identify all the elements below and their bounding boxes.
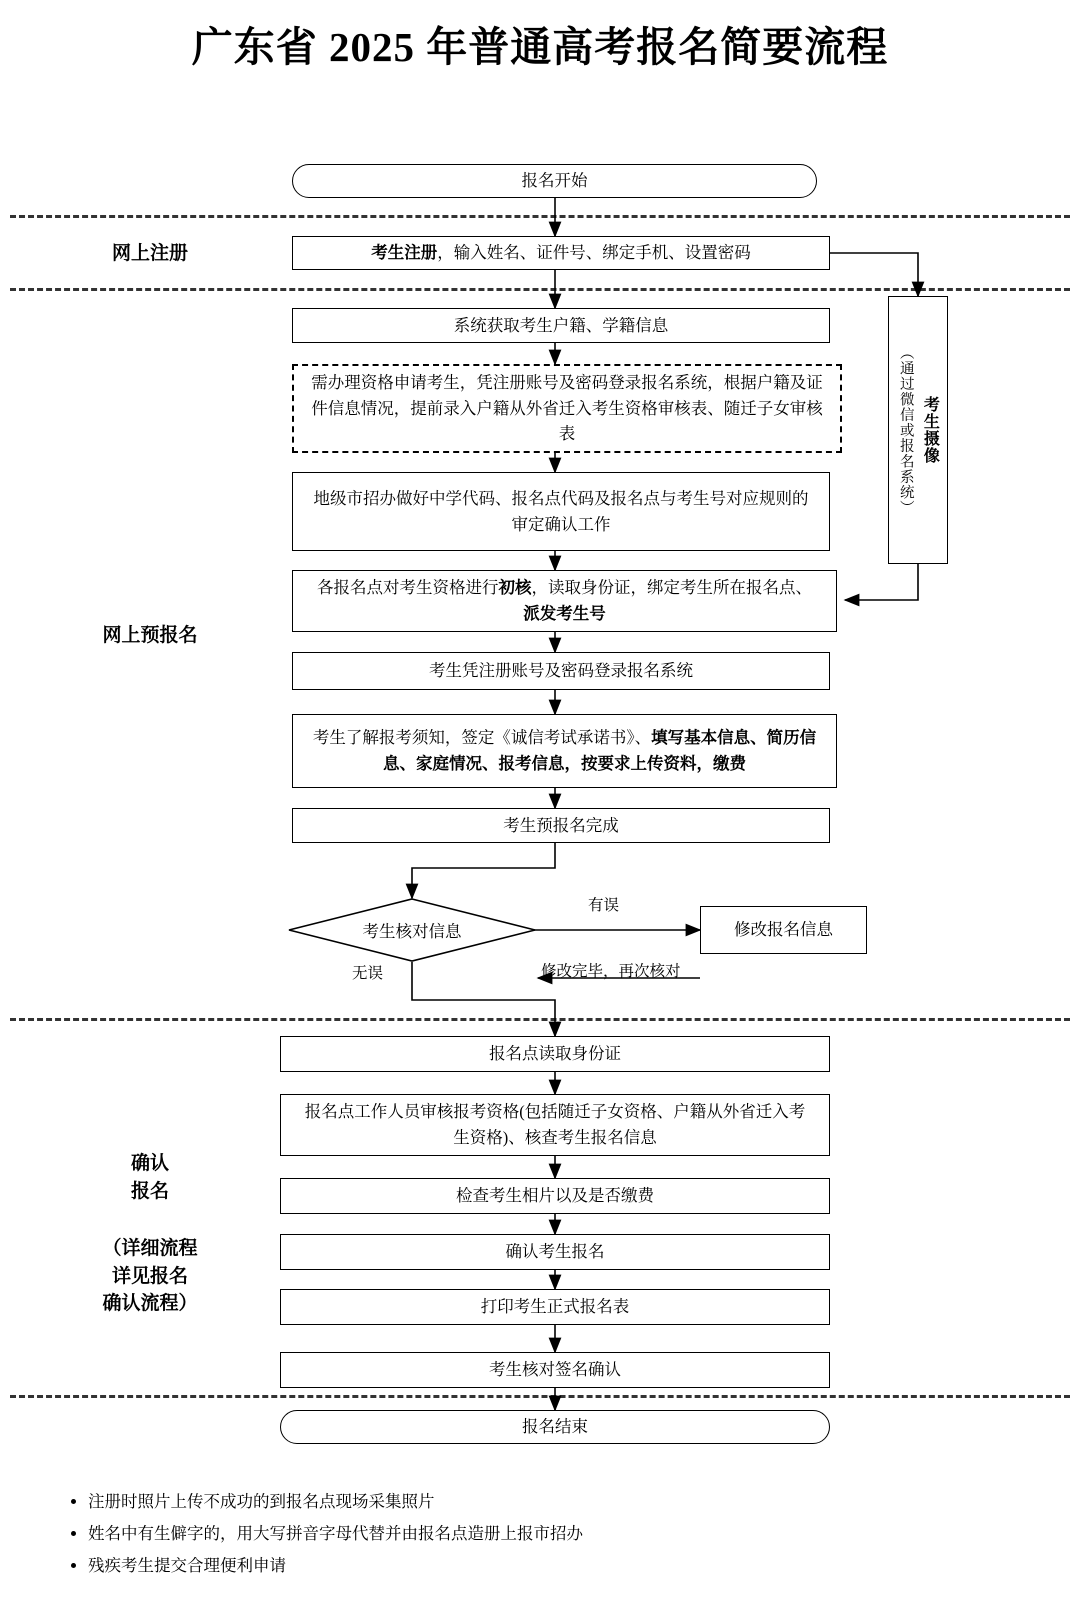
node-end: 报名结束 [280, 1410, 830, 1444]
node-qualification-apply: 需办理资格申请考生，凭注册账号及密码登录报名系统，根据户籍及证件信息情况，提前录入户籍从外省迁入考生资格审核表、随迁子女审核表 [292, 364, 842, 453]
node-system-info: 系统获取考生户籍、学籍信息 [292, 308, 830, 343]
node-print-form: 打印考生正式报名表 [280, 1289, 830, 1325]
node-modify-info: 修改报名信息 [700, 906, 867, 954]
node-camera-label: 考生摄像 [921, 396, 939, 464]
stage-label-online-pre-registration: 网上预报名 [102, 625, 198, 646]
node-camera-sublabel: （通过微信或报名系统） [897, 344, 914, 516]
node-city-code-audit: 地级市招办做好中学代码、报名点代码及报名点与考生号对应规则的审定确认工作 [292, 472, 830, 551]
node-login: 考生凭注册账号及密码登录报名系统 [292, 652, 830, 690]
node-confirm-registration: 确认考生报名 [280, 1234, 830, 1270]
node-first-check-label: 各报名点对考生资格进行初核，读取身份证，绑定考生所在报名点、派发考生号 [317, 578, 812, 623]
edge-label-no-error: 无误 [352, 965, 384, 982]
edge-label-recheck: 修改完毕，再次核对 [541, 963, 681, 980]
page-title: 广东省 2025 年普通高考报名简要流程 [191, 24, 889, 70]
node-fill-in-label: 考生了解报考须知，签定《诚信考试承诺书》、填写基本信息、简历信息、家庭情况、报考信息，按要求上传资料，缴费 [312, 728, 817, 773]
stage-label-online-registration: 网上注册 [111, 243, 188, 264]
node-fill-in [292, 714, 837, 788]
footnote-item: • 姓名中有生僻字的，用大写拼音字母代替并由报名点造册上报市招办 [88, 1518, 1040, 1550]
node-photo-fee-check: 检查考生相片以及是否缴费 [280, 1178, 830, 1214]
footnote-item: • 残疾考生提交合理便利申请 [88, 1550, 1040, 1582]
node-sign-confirm: 考生核对签名确认 [280, 1352, 830, 1388]
node-candidate-photo-capture [888, 296, 948, 564]
node-verify-info [288, 898, 536, 962]
node-register-label: 考生注册，输入姓名、证件号、绑定手机、设置密码 [371, 243, 751, 263]
node-read-id: 报名点读取身份证 [280, 1036, 830, 1072]
node-register [292, 236, 830, 270]
edge-label-error: 有误 [588, 897, 620, 914]
node-prereg-done: 考生预报名完成 [292, 808, 830, 843]
footnote-item: • 注册时照片上传不成功的到报名点现场采集照片 [88, 1486, 1040, 1518]
footnotes [40, 1486, 1040, 1583]
stage-label-confirm-detail-note: （详细流程 详见报名 确认流程） [102, 1238, 198, 1315]
node-staff-check: 报名点工作人员审核报考资格(包括随迁子女资格、户籍从外省迁入考生资格)、核查考生报名信息 [280, 1094, 830, 1156]
node-first-check [292, 570, 837, 632]
node-start: 报名开始 [292, 164, 817, 198]
stage-label-confirm-registration: 确认 报名 [130, 1153, 169, 1202]
node-verify-info-label: 考生核对信息 [362, 922, 462, 941]
